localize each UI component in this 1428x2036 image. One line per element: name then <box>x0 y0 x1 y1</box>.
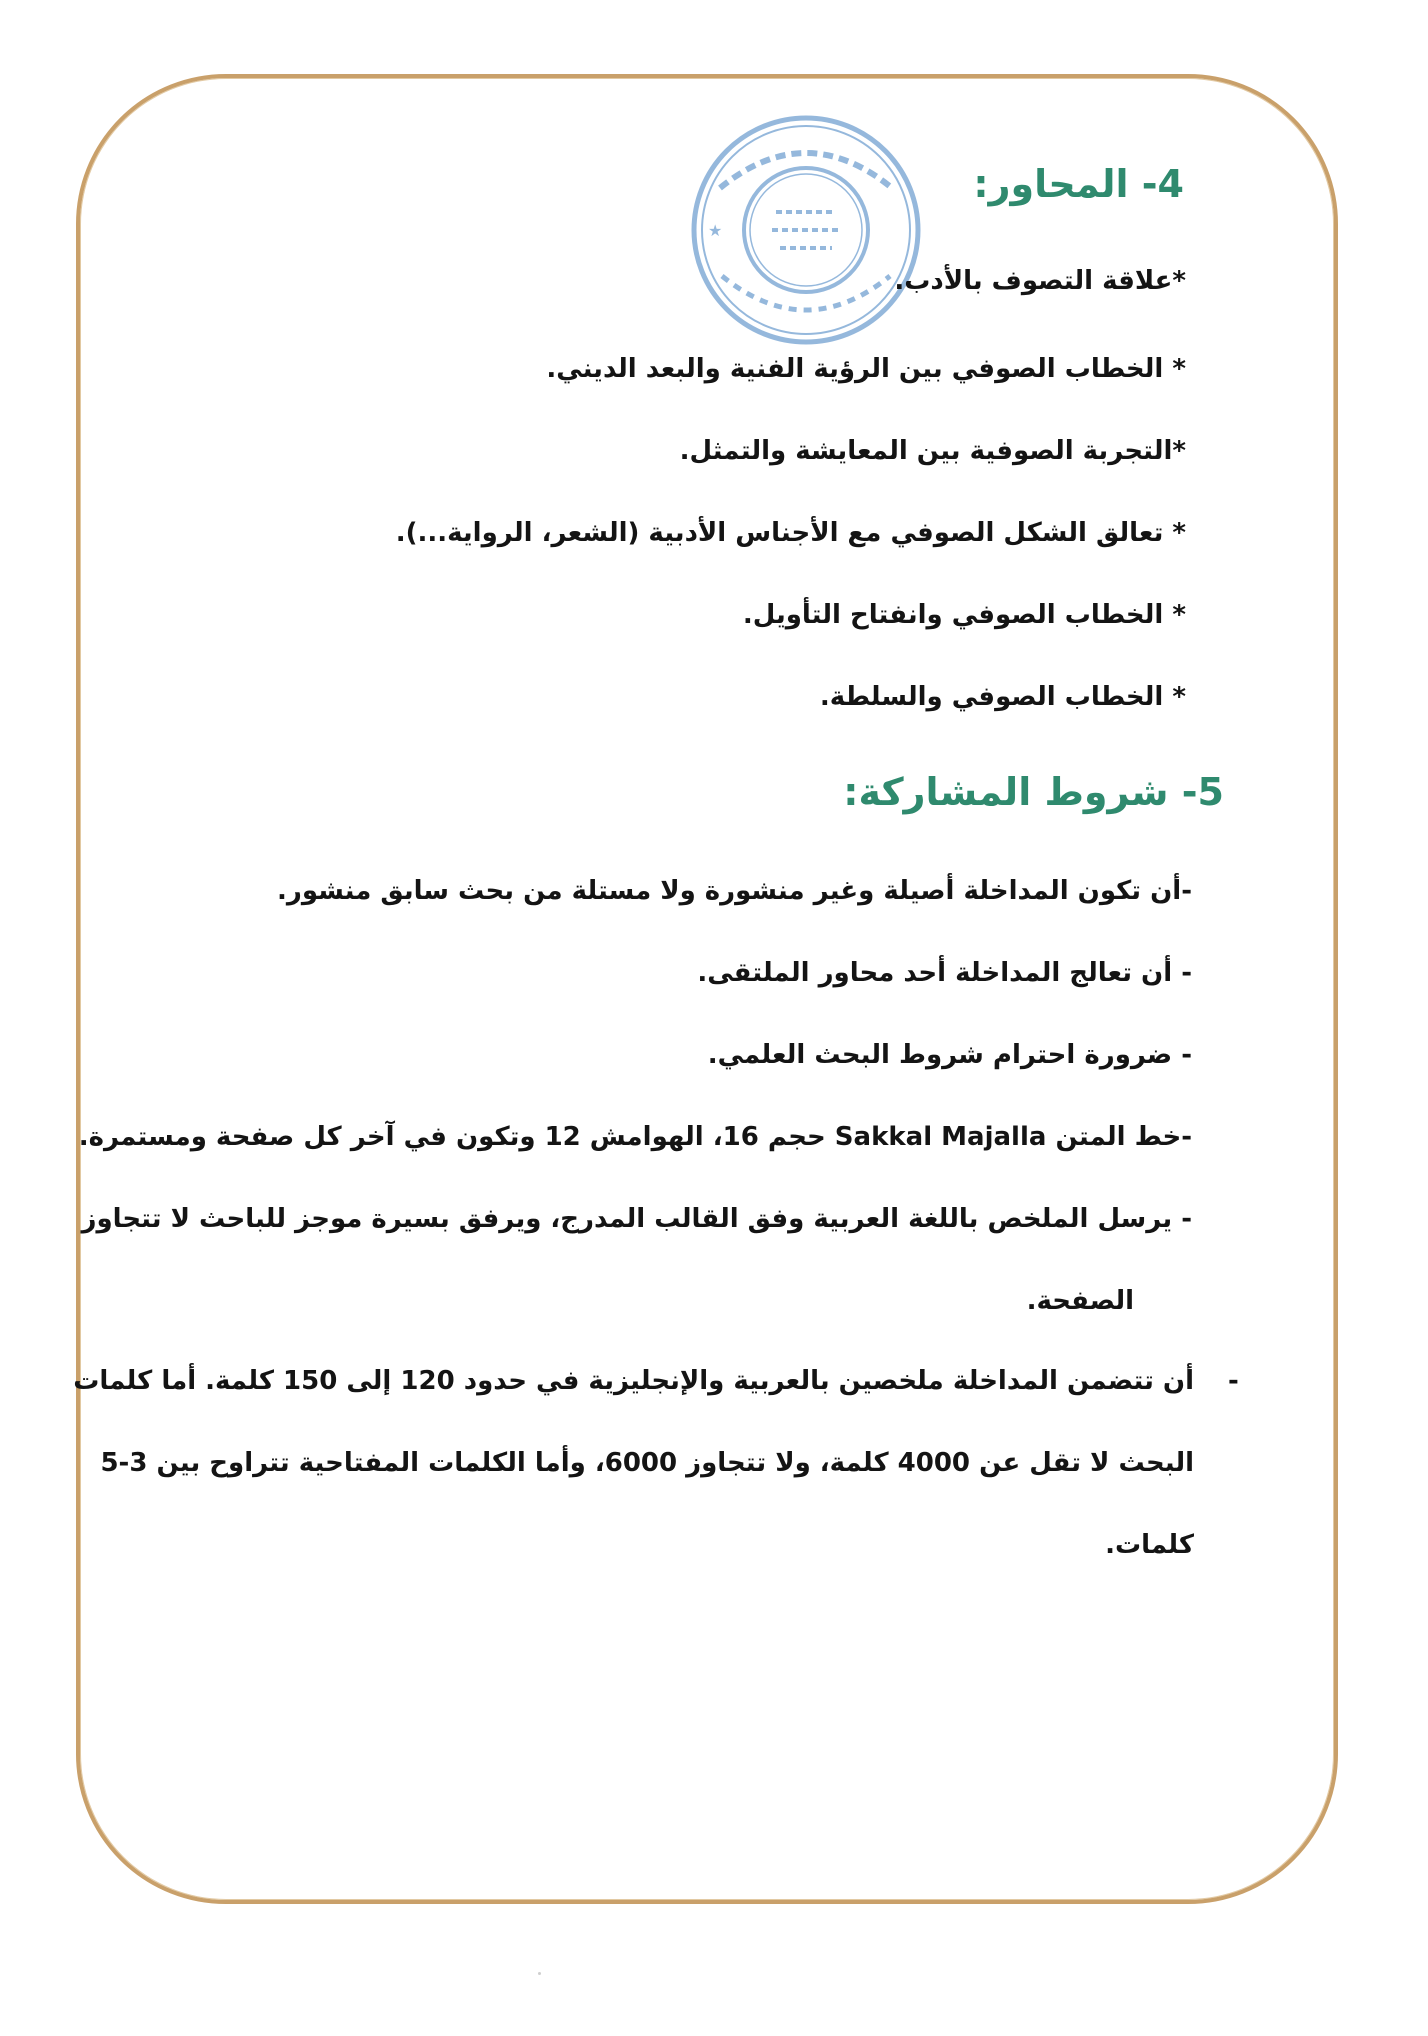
section-5-item: أن تتضمن المداخلة ملخصين بالعربية والإنجليزية في حدود 120 إلى 150 كلمة. أما كلمات <box>73 1366 1194 1396</box>
section-4-item: * الخطاب الصوفي وانفتاح التأويل. <box>742 600 1186 630</box>
section-4-title: 4- المحاور: <box>973 162 1184 206</box>
section-4-item: * تعالق الشكل الصوفي مع الأجناس الأدبية (الشعر، الرواية...). <box>395 518 1186 548</box>
section-5-item: -خط المتن Sakkal Majalla حجم 16، الهوامش 12 وتكون في آخر كل صفحة ومستمرة. <box>78 1122 1192 1152</box>
section-5-item: - ضرورة احترام شروط البحث العلمي. <box>707 1040 1192 1070</box>
scan-speck <box>538 1972 541 1975</box>
section-4-item: *التجربة الصوفية بين المعايشة والتمثل. <box>679 436 1186 466</box>
list-bullet-dash: - <box>1228 1366 1239 1396</box>
section-5-item: - أن تعالج المداخلة أحد محاور الملتقى. <box>697 958 1192 988</box>
section-4-item: * الخطاب الصوفي بين الرؤية الفنية والبعد الديني. <box>546 354 1186 384</box>
section-5-item: -أن تكون المداخلة أصيلة وغير منشورة ولا مستلة من بحث سابق منشور. <box>277 876 1192 906</box>
official-seal-stamp <box>680 108 932 352</box>
section-5-title: 5- شروط المشاركة: <box>843 770 1224 814</box>
section-5-item: - يرسل الملخص باللغة العربية وفق القالب المدرج، ويرفق بسيرة موجز للباحث لا تتجاوز <box>81 1204 1192 1234</box>
section-5-item-continued: الصفحة. <box>1026 1286 1134 1316</box>
section-5-item-continued: كلمات. <box>1105 1530 1194 1560</box>
svg-text:★: ★ <box>708 221 723 240</box>
section-5-item-continued: البحث لا تقل عن 4000 كلمة، ولا تتجاوز 6000، وأما الكلمات المفتاحية تتراوح بين 3-5 <box>100 1448 1194 1478</box>
section-4-item: * الخطاب الصوفي والسلطة. <box>819 682 1186 712</box>
section-4-item: *علاقة التصوف بالأدب. <box>894 266 1186 296</box>
